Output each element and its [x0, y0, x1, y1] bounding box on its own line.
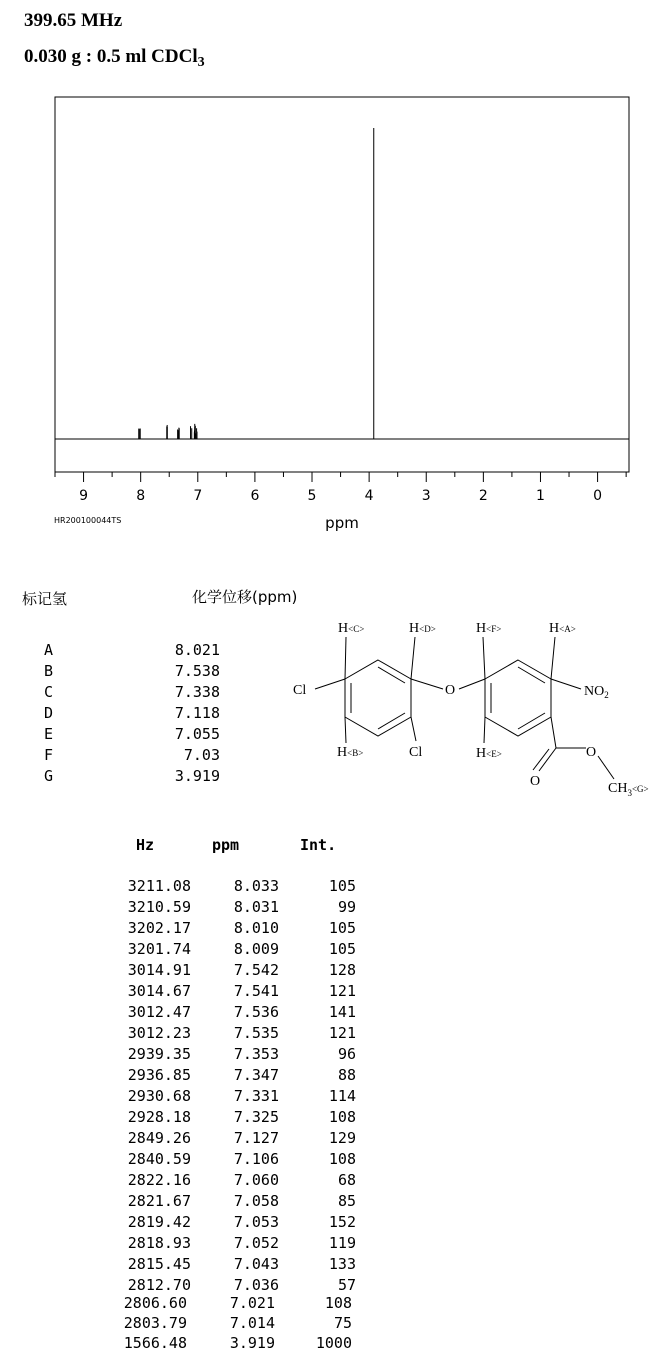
- peak-row: [0, 961, 400, 982]
- assignment-label: A: [44, 641, 54, 659]
- assignment-shift: 7.118: [174, 704, 220, 722]
- peak-int: 128: [328, 961, 356, 979]
- peak-hz: 2818.93: [127, 1234, 191, 1252]
- peak-int: 105: [328, 877, 356, 895]
- peak-int: 152: [328, 1213, 356, 1231]
- ppm-header: ppm: [212, 836, 240, 854]
- peak-row: [0, 1087, 400, 1108]
- peak-ppm: 7.021: [229, 1294, 275, 1312]
- sample-text: 0.030 g : 0.5 ml CDCl: [24, 46, 198, 67]
- int-header: Int.: [300, 836, 337, 854]
- peak-int: 121: [328, 1024, 356, 1042]
- peak-int: 96: [337, 1045, 356, 1063]
- peak-row: [0, 1234, 400, 1255]
- peak-row: [0, 940, 400, 961]
- peak-int: 68: [337, 1171, 356, 1189]
- x-tick-label: 5: [307, 488, 317, 504]
- peak-hz: 2930.68: [127, 1087, 191, 1105]
- peak-row: [0, 1108, 400, 1129]
- assignment-shift: 7.055: [174, 725, 220, 743]
- peak-ppm: 8.031: [233, 898, 279, 916]
- peak-ppm: 8.009: [233, 940, 279, 958]
- peak-int: 105: [328, 940, 356, 958]
- x-tick-label: 0: [593, 488, 603, 504]
- peak-ppm: 7.043: [233, 1255, 279, 1273]
- peak-row: [0, 1192, 400, 1213]
- x-tick-label: 9: [79, 488, 89, 504]
- peak-ppm: 8.033: [233, 877, 279, 895]
- peak-ppm: 8.010: [233, 919, 279, 937]
- peak-row: [0, 919, 400, 940]
- peak-hz: 3210.59: [127, 898, 191, 916]
- peak-ppm: 3.919: [229, 1334, 275, 1352]
- peak-ppm: 7.058: [233, 1192, 279, 1210]
- peak-hz: 3012.23: [127, 1024, 191, 1042]
- peak-hz: 2928.18: [127, 1108, 191, 1126]
- assignment-label: F: [44, 746, 54, 764]
- peak-row: [0, 1129, 400, 1150]
- peak-hz: 3202.17: [127, 919, 191, 937]
- assignment-shift: 7.538: [174, 662, 220, 680]
- h-atom-d: H<D>: [409, 621, 436, 636]
- x-tick-label: 7: [193, 488, 203, 504]
- peak-hz: 2806.60: [123, 1294, 187, 1312]
- assignment-label-header: 标记氢: [22, 590, 68, 608]
- assignment-shift-header: 化学位移(ppm): [192, 588, 298, 606]
- peak-row: [0, 1255, 400, 1276]
- peak-row: [0, 1066, 400, 1087]
- peak-int: 108: [328, 1108, 356, 1126]
- peak-row: [0, 982, 400, 1003]
- nitro-group: $NO_2$: [584, 684, 609, 700]
- peak-hz: 2812.70: [127, 1276, 191, 1294]
- peak-int: 85: [337, 1192, 356, 1210]
- x-tick-label: 2: [478, 488, 488, 504]
- peak-hz: 2803.79: [123, 1314, 187, 1332]
- assignment-shift: 7.03: [183, 746, 220, 764]
- ester-oxygen: O: [586, 745, 597, 760]
- assignment-label: E: [44, 725, 54, 743]
- peak-ppm: 7.542: [233, 961, 279, 979]
- assignment-label: G: [44, 767, 54, 785]
- peak-ppm: 7.535: [233, 1024, 279, 1042]
- peak-int: 57: [337, 1276, 356, 1294]
- h-atom-b: H<B>: [337, 745, 364, 760]
- peak-ppm: 7.127: [233, 1129, 279, 1147]
- chlorine-left: Cl: [293, 683, 307, 698]
- h-atom-c: H<C>: [338, 621, 365, 636]
- assignment-shift: 8.021: [174, 641, 220, 659]
- peak-row: [0, 1314, 400, 1335]
- h-atom-f: H<F>: [476, 621, 502, 636]
- x-tick-label: 8: [136, 488, 146, 504]
- peak-int: 99: [337, 898, 356, 916]
- peak-row: [0, 1171, 400, 1192]
- peak-int: 75: [333, 1314, 352, 1332]
- peak-ppm: 7.541: [233, 982, 279, 1000]
- peak-ppm: 7.106: [233, 1150, 279, 1168]
- sample-subscript: 3: [197, 55, 205, 70]
- x-axis-label: ppm: [325, 514, 359, 532]
- peak-ppm: 7.052: [233, 1234, 279, 1252]
- x-tick-label: 3: [421, 488, 431, 504]
- peak-ppm: 7.347: [233, 1066, 279, 1084]
- peak-int: 141: [328, 1003, 356, 1021]
- assignment-label: B: [44, 662, 54, 680]
- peak-ppm: 7.053: [233, 1213, 279, 1231]
- h-atom-a: H<A>: [549, 621, 576, 636]
- peak-row: [0, 1334, 400, 1355]
- peak-int: 105: [328, 919, 356, 937]
- assignment-shift: 7.338: [174, 683, 220, 701]
- peak-hz: 2815.45: [127, 1255, 191, 1273]
- peak-hz: 2849.26: [127, 1129, 191, 1147]
- peak-ppm: 7.331: [233, 1087, 279, 1105]
- assignment-label: C: [44, 683, 54, 701]
- peak-row: [0, 1045, 400, 1066]
- peak-ppm: 7.325: [233, 1108, 279, 1126]
- peak-hz: 3014.67: [127, 982, 191, 1000]
- assignment-shift: 3.919: [174, 767, 220, 785]
- peak-hz: 3211.08: [127, 877, 191, 895]
- chlorine-bottom: Cl: [409, 745, 423, 760]
- peak-hz: 2821.67: [127, 1192, 191, 1210]
- peak-int: 121: [328, 982, 356, 1000]
- x-tick-label: 4: [364, 488, 374, 504]
- peak-hz: 2939.35: [127, 1045, 191, 1063]
- spectrum-code: HR200100044TS: [54, 516, 122, 525]
- peak-row: [0, 1024, 400, 1045]
- peak-int: 108: [324, 1294, 352, 1312]
- peak-ppm: 7.353: [233, 1045, 279, 1063]
- peak-hz: 2840.59: [127, 1150, 191, 1168]
- carbonyl-oxygen: O: [530, 774, 541, 789]
- methyl-group: $CH_3^{<G>}$: [608, 781, 649, 798]
- peak-int: 129: [328, 1129, 356, 1147]
- spectrometer-frequency: 399.65 MHz: [24, 10, 123, 31]
- h-atom-e: H<E>: [476, 746, 502, 761]
- assignment-label: D: [44, 704, 54, 722]
- peak-int: 133: [328, 1255, 356, 1273]
- peak-row: [0, 1213, 400, 1234]
- peak-hz: 3014.91: [127, 961, 191, 979]
- peak-int: 114: [328, 1087, 356, 1105]
- ether-oxygen: O: [445, 683, 456, 698]
- peak-hz: 1566.48: [123, 1334, 187, 1352]
- peak-hz: 3012.47: [127, 1003, 191, 1021]
- peak-row: [0, 877, 400, 898]
- peak-row: [0, 1150, 400, 1171]
- peak-ppm: 7.036: [233, 1276, 279, 1294]
- peak-int: 88: [337, 1066, 356, 1084]
- peak-ppm: 7.536: [233, 1003, 279, 1021]
- peak-int: 108: [328, 1150, 356, 1168]
- peak-row: [0, 898, 400, 919]
- peak-int: 119: [328, 1234, 356, 1252]
- peak-int: 1000: [315, 1334, 352, 1352]
- peak-row: [0, 1003, 400, 1024]
- peak-row: [0, 1294, 400, 1315]
- peak-hz: 2936.85: [127, 1066, 191, 1084]
- peak-ppm: 7.060: [233, 1171, 279, 1189]
- peak-hz: 2822.16: [127, 1171, 191, 1189]
- peak-hz: 3201.74: [127, 940, 191, 958]
- x-tick-label: 6: [250, 488, 260, 504]
- hz-header: Hz: [136, 836, 155, 854]
- peak-ppm: 7.014: [229, 1314, 275, 1332]
- peak-hz: 2819.42: [127, 1213, 191, 1231]
- x-tick-label: 1: [536, 488, 545, 504]
- molecule-labels: [293, 621, 649, 798]
